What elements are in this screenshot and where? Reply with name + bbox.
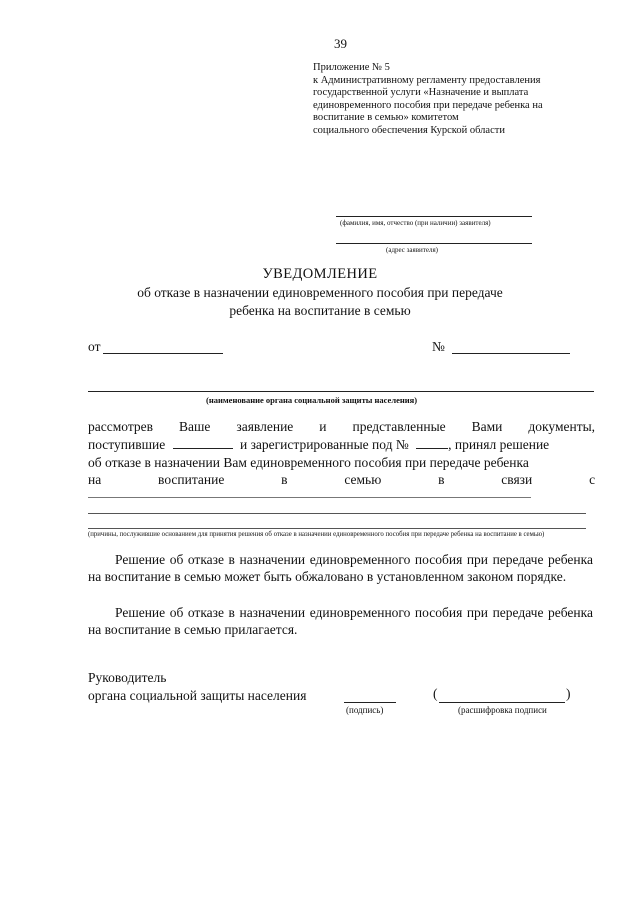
number-field-line[interactable] [452,353,570,354]
attached-paragraph: Решение об отказе в назначении единовременного пособия при передаче ребенка на воспитание в семью прилагается. [88,605,593,637]
appendix-line: социального обеспечения Курской области [313,124,505,136]
applicant-address-line[interactable] [336,243,532,244]
document-title: УВЕДОМЛЕНИЕ [262,266,378,282]
decode-line[interactable] [439,702,565,703]
page-number: 39 [334,36,347,51]
appendix-line: воспитание в семью» комитетом [313,112,459,124]
received-date-blank[interactable] [173,437,233,449]
reason-caption: (причины, послужившие основанием для принятия решения об отказе в назначении единовременного пособия при передаче ребенка на воспитание в семью) [88,531,545,538]
appendix-line: государственной услуги «Назначение и выплата [313,87,529,99]
signature-caption: (подпись) [346,705,384,715]
document-subtitle-line2: ребенка на воспитание в семью [229,303,411,318]
decode-caption: (расшифровка подписи [458,705,547,715]
reason-line[interactable] [88,513,586,514]
open-paren: ( [433,686,438,701]
document-subtitle-line1: об отказе в назначении единовременного пособия при передаче [137,285,503,300]
applicant-name-line[interactable] [336,216,532,217]
appendix-line: к Административному регламенту предоставления [313,74,541,86]
organ-label: органа социальной защиты населения [88,688,307,703]
appendix-line: единовременного пособия при передаче ребенка на [313,99,543,111]
reason-line[interactable] [88,497,531,498]
reason-line[interactable] [88,528,586,529]
body-line-3: об отказе в назначении Вам единовременного пособия при передаче ребенка [88,455,529,470]
close-paren: ) [566,686,571,701]
body-line-4: на воспитание в семью в связи с [88,472,596,487]
applicant-name-caption: (фамилия, имя, отчество (при наличии) заявителя) [340,219,491,227]
organ-name-caption: (наименование органа социальной защиты населения) [206,395,418,405]
date-field-line[interactable] [103,353,223,354]
appeal-paragraph: Решение об отказе в назначении единовременного пособия при передаче ребенка на воспитание в семью может быть обжаловано в установленном законом порядке. [88,552,593,584]
organ-name-line[interactable] [88,391,594,392]
number-label: № [432,339,445,354]
body-line-2: поступившие и зарегистрированные под № , принял решение [88,437,550,452]
appendix-header [313,62,613,138]
head-label: Руководитель [88,670,167,685]
body-line-1: рассмотрев Ваше заявление и представленные Вами документы, [88,419,596,434]
applicant-address-caption: (адрес заявителя) [386,246,438,254]
appendix-line: Приложение № 5 [313,62,390,73]
date-label: от [88,339,101,354]
signature-line[interactable] [344,702,396,703]
registration-number-blank[interactable] [416,437,448,449]
